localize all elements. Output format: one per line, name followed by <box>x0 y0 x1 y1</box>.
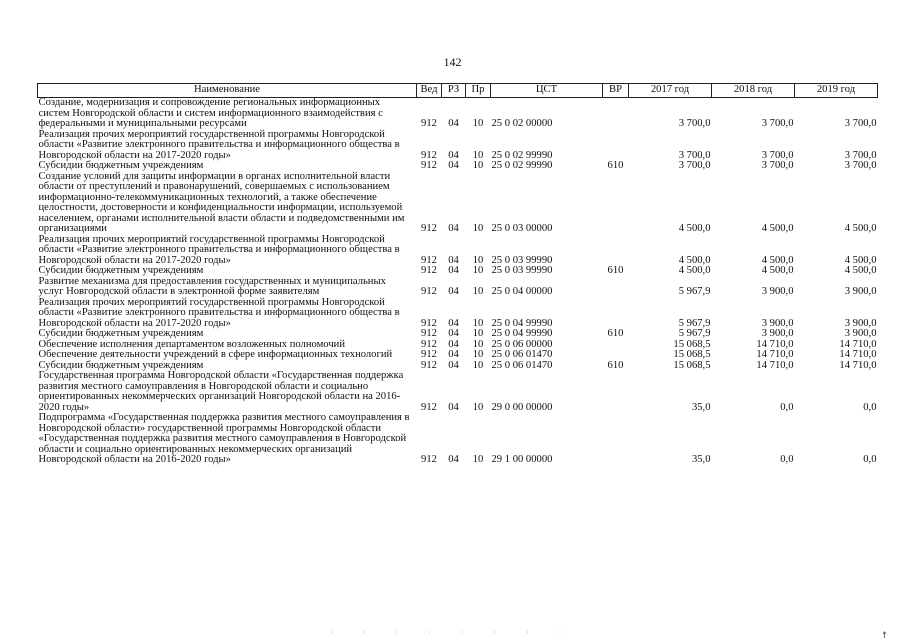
pr-cell: 10 <box>472 349 484 360</box>
value-2018-cell: 0,0 <box>780 454 794 465</box>
value-2018-cell: 4 500,0 <box>761 265 794 276</box>
cst-cell: 25 0 03 99990 <box>491 265 553 276</box>
value-2018-cell: 0,0 <box>780 401 794 413</box>
row-name-cell: Создание условий для защиты информации в органах исполнительной власти области от преступлений и правонарушений, совершаемых с использованием информационно-телекоммуникационных технологий, а также обеспечение целостности, достоверности и конфиденциальности информации, используемой населением, органами исполнительной власти области и подведомственными им организациями <box>38 170 405 234</box>
cst-cell: 25 0 02 99990 <box>491 149 553 161</box>
row-name-cell: Реализация прочих мероприятий государственной программы Новгородской области «Развитие электронного правительства и информационного общества в Новгородской области на 2017-2020 годы» <box>38 128 400 161</box>
ved-cell: 912 <box>421 265 437 276</box>
table-row <box>38 350 878 361</box>
rz-cell: 04 <box>448 286 459 297</box>
rz-cell: 04 <box>448 118 459 129</box>
value-2019-cell: 3 900,0 <box>844 328 877 339</box>
cst-cell: 25 0 04 99990 <box>491 328 553 339</box>
cst-cell: 25 0 02 99990 <box>491 160 553 171</box>
value-2017-cell: 4 500,0 <box>678 223 711 234</box>
vr-cell <box>603 340 629 351</box>
vr-cell: 610 <box>607 265 624 276</box>
ved-cell: 912 <box>421 338 437 350</box>
value-2019-cell: 3 900,0 <box>844 286 877 297</box>
rz-cell: 04 <box>448 223 459 234</box>
value-2018-cell: 14 710,0 <box>756 349 794 360</box>
vr-cell <box>603 413 629 466</box>
row-name-cell: Обеспечение деятельности учреждений в сфере информационных технологий <box>38 349 393 360</box>
vr-cell: 610 <box>607 160 624 171</box>
ved-cell: 912 <box>421 328 437 339</box>
value-2017-cell: 3 700,0 <box>678 118 711 129</box>
rz-cell: 04 <box>448 254 459 266</box>
value-2017-cell: 3 700,0 <box>678 160 711 171</box>
pr-cell: 10 <box>472 254 484 266</box>
table-row <box>38 161 878 172</box>
row-name-cell: Реализация прочих мероприятий государственной программы Новгородской области «Развитие электронного правительства и информационного общества в Новгородской области на 2017-2020 годы» <box>38 233 400 266</box>
rz-cell: 04 <box>448 328 459 339</box>
vr-cell <box>603 350 629 361</box>
vr-cell <box>603 172 629 235</box>
column-header: ВР <box>603 84 629 98</box>
ved-cell: 912 <box>421 359 437 371</box>
pr-cell: 10 <box>472 160 484 171</box>
column-header: РЗ <box>442 84 466 98</box>
value-2017-cell: 5 967,9 <box>678 317 711 329</box>
row-name-cell: Субсидии бюджетным учреждениям <box>38 328 204 339</box>
pr-cell: 10 <box>472 401 484 413</box>
row-name-cell: Создание, модернизация и сопровождение региональных информационных систем Новгородской области и систем информационного взаимодействия с федеральными и муниципальными ресурсами <box>38 97 383 129</box>
row-name-cell: Развитие механизма для предоставления государственных и муниципальных услуг Новгородской области в электронной форме заявителям <box>38 275 386 297</box>
value-2019-cell: 4 500,0 <box>844 223 877 234</box>
rz-cell: 04 <box>448 401 459 413</box>
ved-cell: 912 <box>421 223 437 234</box>
ved-cell: 912 <box>421 286 437 297</box>
value-2017-cell: 3 700,0 <box>678 149 711 161</box>
value-2018-cell: 3 900,0 <box>761 317 794 329</box>
rz-cell: 04 <box>448 149 459 161</box>
table-row <box>38 266 878 277</box>
pr-cell: 10 <box>472 317 484 329</box>
ved-cell: 912 <box>421 317 437 329</box>
row-name-cell: Субсидии бюджетным учреждениям <box>38 160 204 171</box>
value-2018-cell: 3 700,0 <box>761 118 794 129</box>
pr-cell: 10 <box>472 265 484 276</box>
rz-cell: 04 <box>448 265 459 276</box>
table-row <box>38 172 878 235</box>
ved-cell: 912 <box>421 149 437 161</box>
ved-cell: 912 <box>421 349 437 360</box>
table-row <box>38 298 878 330</box>
value-2019-cell: 3 700,0 <box>844 149 877 161</box>
pr-cell: 10 <box>472 223 484 234</box>
table-row <box>38 130 878 162</box>
ved-cell: 912 <box>421 160 437 171</box>
value-2019-cell: 0,0 <box>863 454 877 465</box>
row-name-cell: Субсидии бюджетным учреждениям <box>38 359 204 371</box>
ved-cell: 912 <box>421 401 437 413</box>
ved-cell: 912 <box>421 118 437 129</box>
value-2018-cell: 14 710,0 <box>756 359 794 371</box>
table-row <box>38 235 878 267</box>
value-2019-cell: 14 710,0 <box>839 349 877 360</box>
rz-cell: 04 <box>448 338 459 350</box>
value-2017-cell: 5 967,9 <box>678 328 711 339</box>
cst-cell: 25 0 03 00000 <box>491 223 553 234</box>
column-header: 2019 год <box>795 84 878 98</box>
vr-cell <box>603 277 629 298</box>
pr-cell: 10 <box>472 359 484 371</box>
column-header: ЦСТ <box>491 84 603 98</box>
rz-cell: 04 <box>448 317 459 329</box>
column-header: 2017 год <box>629 84 712 98</box>
vr-cell: 610 <box>607 328 624 339</box>
cst-cell: 25 0 04 99990 <box>491 317 553 329</box>
vr-cell: 610 <box>607 359 624 371</box>
value-2018-cell: 14 710,0 <box>756 338 794 350</box>
column-header: Вед <box>417 84 442 98</box>
table-row <box>38 371 878 413</box>
pr-cell: 10 <box>472 454 484 465</box>
pr-cell: 10 <box>472 328 484 339</box>
scan-artifact-dots: · · · · · · · · <box>330 628 576 637</box>
value-2019-cell: 3 700,0 <box>844 160 877 171</box>
value-2019-cell: 3 900,0 <box>844 317 877 329</box>
rz-cell: 04 <box>448 160 459 171</box>
rz-cell: 04 <box>448 454 459 465</box>
table-row <box>38 329 878 340</box>
value-2017-cell: 4 500,0 <box>678 254 711 266</box>
ved-cell: 912 <box>421 454 437 465</box>
value-2019-cell: 4 500,0 <box>844 265 877 276</box>
table-row <box>38 277 878 298</box>
value-2018-cell: 3 900,0 <box>761 286 794 297</box>
cst-cell: 29 0 00 00000 <box>491 401 553 413</box>
scan-artifact-mark: ☨ <box>882 630 887 640</box>
column-header: Пр <box>466 84 491 98</box>
value-2018-cell: 3 900,0 <box>761 328 794 339</box>
value-2018-cell: 3 700,0 <box>761 149 794 161</box>
vr-cell <box>603 235 629 267</box>
column-header: Наименование <box>38 84 417 98</box>
vr-cell <box>603 98 629 130</box>
column-header: 2018 год <box>712 84 795 98</box>
value-2019-cell: 14 710,0 <box>839 338 877 350</box>
rz-cell: 04 <box>448 359 459 371</box>
value-2017-cell: 5 967,9 <box>678 286 711 297</box>
value-2017-cell: 15 068,5 <box>673 359 711 371</box>
value-2017-cell: 35,0 <box>691 401 711 413</box>
cst-cell: 25 0 03 99990 <box>491 254 553 266</box>
value-2017-cell: 35,0 <box>691 454 711 465</box>
cst-cell: 25 0 06 01470 <box>491 349 553 360</box>
page-number: 142 <box>443 55 462 69</box>
row-name-cell: Обеспечение исполнения департаментом возложенных полномочий <box>38 338 345 350</box>
cst-cell: 29 1 00 00000 <box>491 454 553 465</box>
row-name-cell: Субсидии бюджетным учреждениям <box>38 265 204 276</box>
value-2017-cell: 4 500,0 <box>678 265 711 276</box>
value-2019-cell: 4 500,0 <box>844 254 877 266</box>
cst-cell: 25 0 06 00000 <box>491 338 553 350</box>
row-name-cell: Государственная программа Новгородской области «Государственная поддержка развития местного самоуправления в Новгородской области и социально ориентированных некоммерческих организаций Новгородской области на 2016-2020 годы» <box>38 370 404 413</box>
vr-cell <box>603 298 629 330</box>
budget-table <box>37 83 878 466</box>
vr-cell <box>603 371 629 413</box>
table-row <box>38 413 878 466</box>
value-2018-cell: 4 500,0 <box>761 254 794 266</box>
value-2019-cell: 0,0 <box>863 401 877 413</box>
pr-cell: 10 <box>472 149 484 161</box>
table-header-row <box>38 84 878 98</box>
value-2017-cell: 15 068,5 <box>673 349 711 360</box>
cst-cell: 25 0 04 00000 <box>491 286 553 297</box>
pr-cell: 10 <box>472 286 484 297</box>
table-row <box>38 98 878 130</box>
row-name-cell: Реализация прочих мероприятий государственной программы Новгородской области «Развитие электронного правительства и информационного общества в Новгородской области на 2017-2020 годы» <box>38 296 400 329</box>
value-2019-cell: 3 700,0 <box>844 118 877 129</box>
pr-cell: 10 <box>472 118 484 129</box>
value-2019-cell: 14 710,0 <box>839 359 877 371</box>
rz-cell: 04 <box>448 349 459 360</box>
row-name-cell: Подпрограмма «Государственная поддержка развития местного самоуправления в Новгородской области» государственной программы Новгородской области «Государственная поддержка развития местного самоуправления в Новгородской области и социально ориентированных некоммерческих организаций Новгородской области на 2016-2020 годы» <box>38 412 410 465</box>
ved-cell: 912 <box>421 254 437 266</box>
cst-cell: 25 0 06 01470 <box>491 359 553 371</box>
value-2017-cell: 15 068,5 <box>673 338 711 350</box>
value-2018-cell: 3 700,0 <box>761 160 794 171</box>
value-2018-cell: 4 500,0 <box>761 223 794 234</box>
pr-cell: 10 <box>472 338 484 350</box>
cst-cell: 25 0 02 00000 <box>491 118 553 129</box>
vr-cell <box>603 130 629 162</box>
